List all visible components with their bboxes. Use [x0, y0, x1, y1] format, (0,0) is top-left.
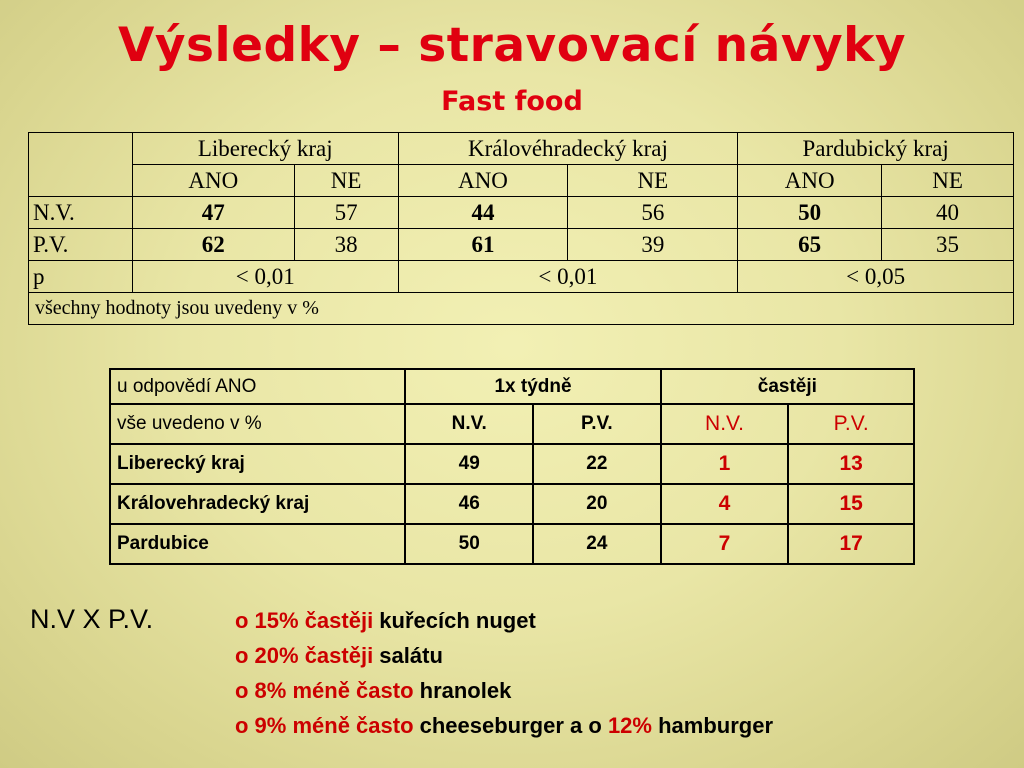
table-cell: 24	[533, 524, 661, 564]
table-cell: 13	[788, 444, 914, 484]
col-header: N.V.	[405, 404, 533, 444]
p-value: < 0,01	[398, 261, 738, 293]
summary-highlight: o 8% méně často	[235, 678, 414, 703]
row-label: Pardubice	[110, 524, 405, 564]
summary-text: kuřecích nuget	[373, 608, 536, 633]
summary-text: salátu	[373, 643, 443, 668]
table-cell: 56	[568, 197, 738, 229]
table-cell: 62	[132, 229, 294, 261]
table-row	[110, 444, 914, 484]
col-ano: ANO	[398, 165, 568, 197]
summary-highlight: 12%	[607, 713, 652, 738]
table-cell: 40	[882, 197, 1014, 229]
slide-title: Výsledky – stravovací návyky	[117, 18, 907, 73]
frequency-table	[109, 368, 915, 565]
table-cell: 50	[405, 524, 533, 564]
table-cell: 49	[405, 444, 533, 484]
slide-subtitle: Fast food	[441, 86, 583, 117]
row-label: N.V.	[29, 197, 133, 229]
summary-text: cheeseburger a o	[413, 713, 608, 738]
table-note: všechny hodnoty jsou uvedeny v %	[29, 293, 1014, 325]
p-value: < 0,05	[738, 261, 1014, 293]
table-cell: 44	[398, 197, 568, 229]
summary-highlight: o 15% častěji	[235, 608, 374, 633]
table-cell: 35	[882, 229, 1014, 261]
table-cell: 4	[661, 484, 789, 524]
table-cell: 22	[533, 444, 661, 484]
table-cell: 38	[294, 229, 398, 261]
col-ne: NE	[882, 165, 1014, 197]
row-label: p	[29, 261, 133, 293]
table-cell: 17	[788, 524, 914, 564]
header-label: u odpovědí ANO	[110, 369, 405, 404]
table-cell: 46	[405, 484, 533, 524]
group-header: 1x týdně	[405, 369, 660, 404]
group-header: častěji	[661, 369, 914, 404]
table-cell: 20	[533, 484, 661, 524]
summary-line	[235, 608, 536, 634]
p-value: < 0,01	[132, 261, 398, 293]
table-cell: 47	[132, 197, 294, 229]
table-row	[29, 229, 1014, 261]
col-header: P.V.	[788, 404, 914, 444]
table-row	[110, 524, 914, 564]
table-cell: 1	[661, 444, 789, 484]
row-label: Liberecký kraj	[110, 444, 405, 484]
summary-line	[235, 678, 511, 704]
summary-highlight: o 20% častěji	[235, 643, 374, 668]
col-ano: ANO	[738, 165, 882, 197]
row-label: Královehradecký kraj	[110, 484, 405, 524]
region-header: Pardubický kraj	[738, 133, 1014, 165]
table-cell: 57	[294, 197, 398, 229]
table-cell: 65	[738, 229, 882, 261]
region-header: Liberecký kraj	[132, 133, 398, 165]
summary-line	[235, 643, 443, 669]
results-table	[28, 132, 1014, 325]
table-cell: 15	[788, 484, 914, 524]
col-header: P.V.	[533, 404, 661, 444]
table-cell: 39	[568, 229, 738, 261]
sub-header-label: vše uvedeno v %	[110, 404, 405, 444]
p-value-row	[29, 261, 1014, 293]
table-cell: 7	[661, 524, 789, 564]
region-header: Královéhradecký kraj	[398, 133, 738, 165]
col-ano: ANO	[132, 165, 294, 197]
table-cell: 61	[398, 229, 568, 261]
row-label: P.V.	[29, 229, 133, 261]
col-ne: NE	[568, 165, 738, 197]
corner-cell	[29, 133, 133, 197]
table-cell: 50	[738, 197, 882, 229]
summary-text: hranolek	[413, 678, 512, 703]
table-row	[29, 197, 1014, 229]
summary-highlight: o 9% méně často	[235, 713, 414, 738]
comparison-label: N.V X P.V.	[30, 604, 154, 634]
summary-line	[235, 713, 773, 739]
col-ne: NE	[294, 165, 398, 197]
summary-text: hamburger	[651, 713, 774, 738]
table-row	[110, 484, 914, 524]
col-header: N.V.	[661, 404, 789, 444]
